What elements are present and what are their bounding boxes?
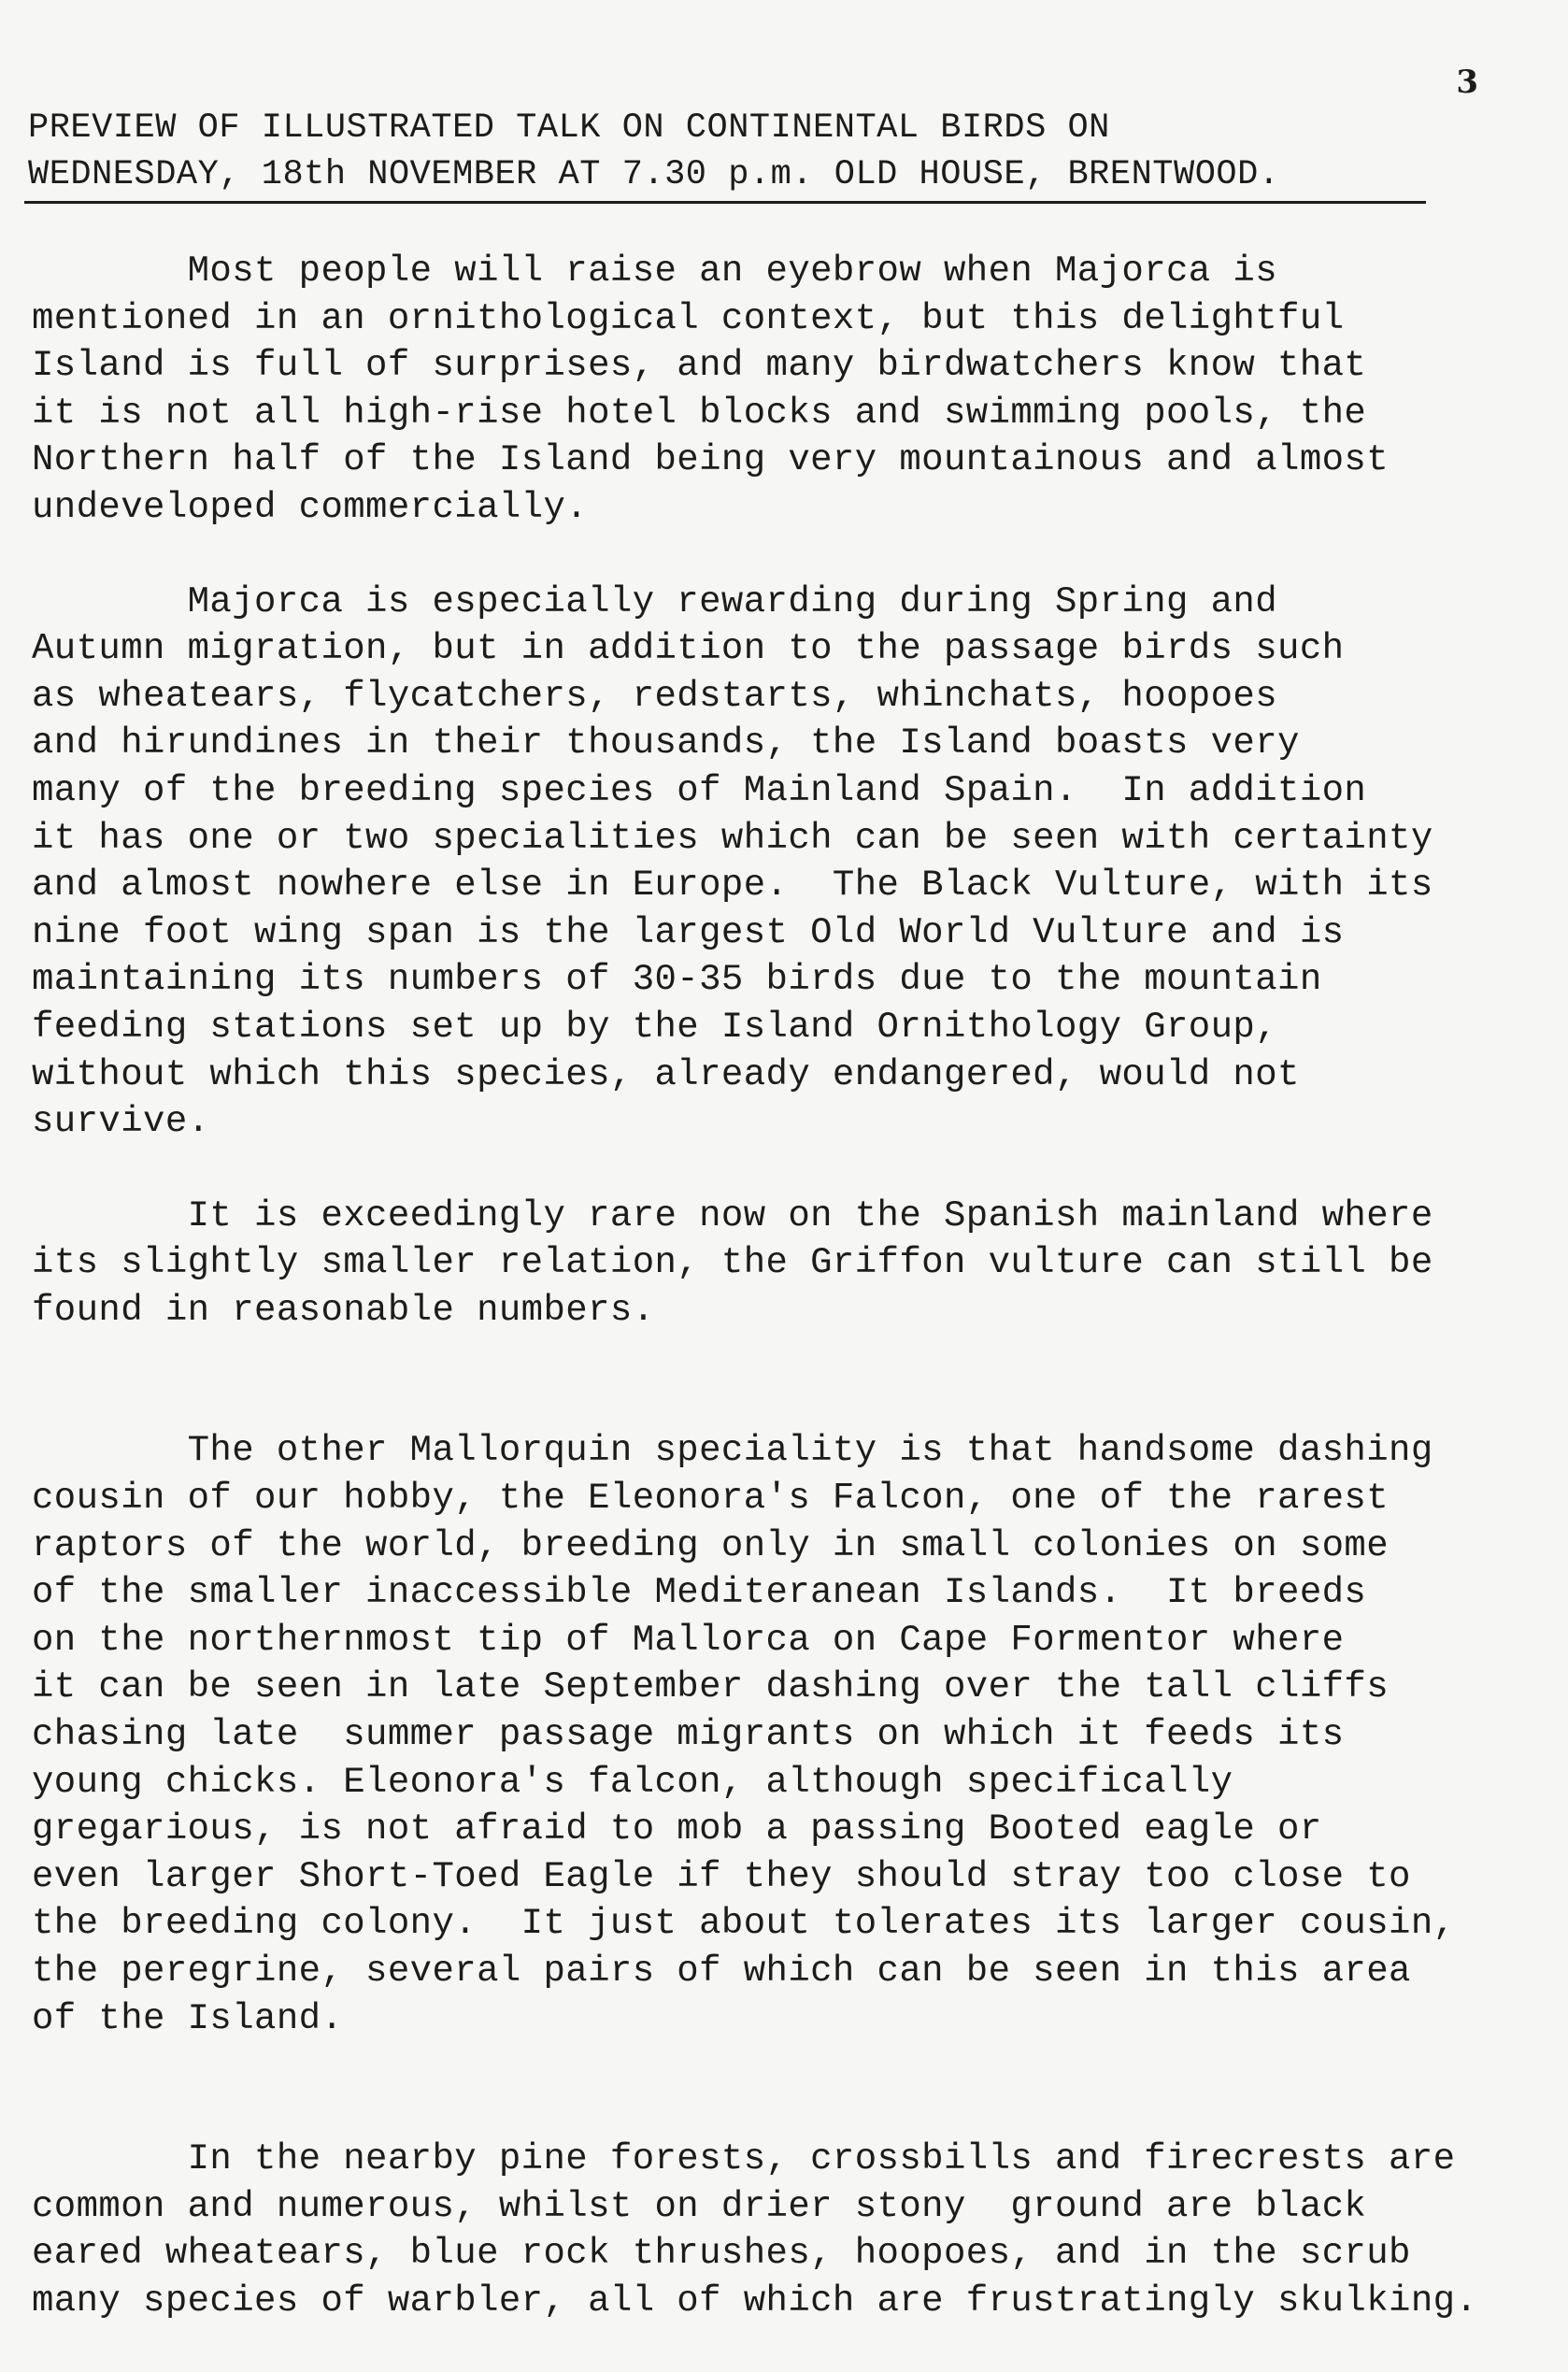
text-line: Autumn migration, but in addition to the passage birds such (32, 628, 1345, 670)
text-line: without which this species, already endangered, would not (32, 1053, 1300, 1095)
text-line: young chicks. Eleonora's falcon, although specifically (32, 1761, 1233, 1803)
text-line: gregarious, is not afraid to mob a passing Booted eagle or (32, 1808, 1322, 1850)
text-line: The other Mallorquin speciality is that handsome dashing (32, 1430, 1433, 1472)
text-line: raptors of the world, breeding only in small colonies on some (32, 1524, 1390, 1566)
text-line: nine foot wing span is the largest Old World Vulture and is (32, 911, 1345, 953)
article-heading (28, 105, 1430, 198)
paragraph-3 (32, 1193, 1546, 1335)
text-line: It is exceedingly rare now on the Spanish mainland where (32, 1194, 1433, 1236)
text-line: the peregrine, several pairs of which can be seen in this area (32, 1950, 1411, 1992)
paragraph-4 (32, 1427, 1546, 2042)
text-line: many of the breeding species of Mainland Spain. In addition (32, 769, 1367, 811)
text-line: even larger Short-Toed Eagle if they should stray too close to (32, 1855, 1411, 1897)
text-line: Most people will raise an eyebrow when Majorca is (32, 250, 1278, 292)
text-line: many species of warbler, all of which are frustratingly skulking. (32, 2279, 1478, 2322)
text-line: undeveloped commercially. (32, 486, 589, 528)
text-line: maintaining its numbers of 30-35 birds due to the mountain (32, 959, 1322, 1001)
text-line: it is not all high-rise hotel blocks and swimming pools, the (32, 392, 1367, 434)
text-line: In the nearby pine forests, crossbills and firecrests are (32, 2138, 1456, 2180)
text-line: of the smaller inaccessible Mediteranean Islands. It breeds (32, 1572, 1367, 1614)
text-line: Majorca is especially rewarding during Spring and (32, 580, 1278, 622)
text-line: cousin of our hobby, the Eleonora's Falcon, one of the rarest (32, 1478, 1390, 1520)
text-line: as wheatears, flycatchers, redstarts, whinchats, hoopoes (32, 675, 1278, 717)
text-line: and almost nowhere else in Europe. The Black Vulture, with its (32, 864, 1433, 907)
text-line: feeding stations set up by the Island Ornithology Group, (32, 1006, 1278, 1048)
text-line: the breeding colony. It just about tolerates its larger cousin, (32, 1903, 1456, 1945)
paragraph-5 (32, 2136, 1546, 2324)
heading-line-1: PREVIEW OF ILLUSTRATED TALK ON CONTINENTAL BIRDS ON (28, 108, 1110, 148)
text-line: its slightly smaller relation, the Griffon vulture can still be (32, 1242, 1433, 1284)
text-line: Northern half of the Island being very mountainous and almost (32, 439, 1390, 481)
text-line: on the northernmost tip of Mallorca on Cape Formentor where (32, 1619, 1345, 1661)
paragraph-2 (32, 579, 1546, 1146)
text-line: and hirundines in their thousands, the Island boasts very (32, 722, 1300, 764)
text-line: common and numerous, whilst on drier stony ground are black (32, 2185, 1367, 2227)
text-line: it can be seen in late September dashing over the tall cliffs (32, 1666, 1390, 1708)
heading-underline (24, 201, 1426, 204)
text-line: it has one or two specialities which can be seen with certainty (32, 817, 1433, 859)
heading-line-2: WEDNESDAY, 18th NOVEMBER AT 7.30 p.m. OLD HOUSE, BRENTWOOD. (28, 155, 1280, 194)
text-line: chasing late summer passage migrants on which it feeds its (32, 1714, 1345, 1756)
text-line: Island is full of surprises, and many birdwatchers know that (32, 345, 1367, 387)
text-line: eared wheatears, blue rock thrushes, hoopoes, and in the scrub (32, 2233, 1411, 2275)
text-line: survive. (32, 1101, 210, 1143)
text-line: mentioned in an ornithological context, but this delightful (32, 297, 1345, 339)
text-line: of the Island. (32, 1997, 344, 2039)
text-line: found in reasonable numbers. (32, 1289, 655, 1331)
paragraph-1 (32, 248, 1546, 532)
article-body (32, 248, 1546, 2372)
page-number: 3 (1456, 64, 1478, 101)
